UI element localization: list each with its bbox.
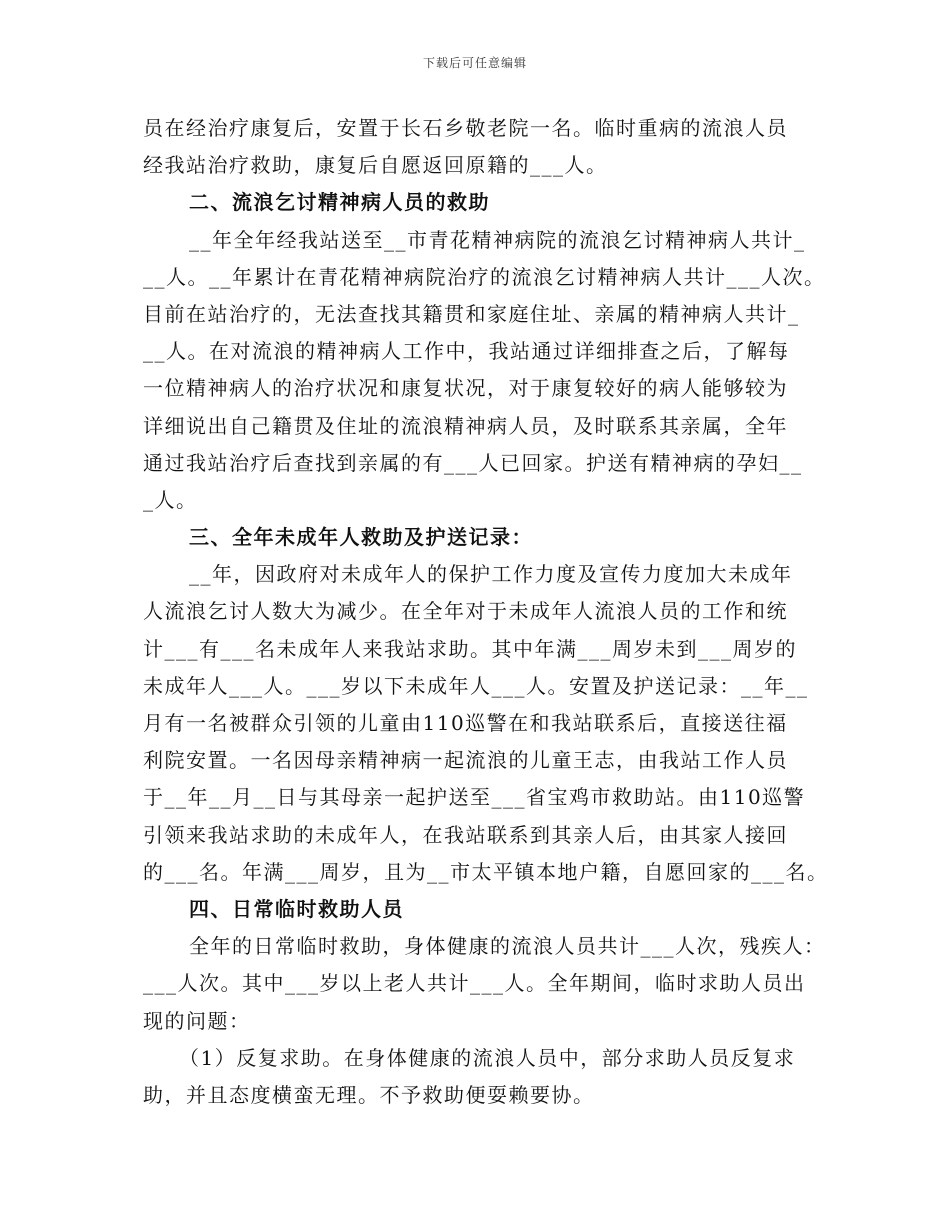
text-line: 一位精神病人的治疗状况和康复状况，对于康复较好的病人能够较为 <box>143 376 788 401</box>
text-line: 计___有___名未成年人来我站求助。其中年满___周岁未到___周岁的 <box>143 636 797 661</box>
text-line: 人流浪乞讨人数大为减少。在全年对于未成年人流浪人员的工作和统 <box>143 599 788 624</box>
text-line: 引领来我站求助的未成年人，在我站联系到其亲人后，由其家人接回 <box>143 822 788 847</box>
text-line: 经我站治疗救助，康复后自愿返回原籍的___人。 <box>143 153 608 178</box>
text-line: __年，因政府对未成年人的保护工作力度及宣传力度加大未成年 <box>189 562 793 587</box>
text-line: __人。在对流浪的精神病人工作中，我站通过详细排查之后，了解每 <box>143 339 790 364</box>
text-line: 助，并且态度横蛮无理。不予救助便耍赖要协。 <box>143 1082 595 1107</box>
text-line: 通过我站治疗后查找到亲属的有___人已回家。护送有精神病的孕妇__ <box>143 450 803 475</box>
text-line: 未成年人___人。___岁以下未成年人___人。安置及护送记录：__年__ <box>143 673 809 698</box>
text-line: （1）反复求助。在身体健康的流浪人员中，部分求助人员反复求 <box>179 1045 796 1070</box>
text-line: 全年的日常临时救助，身体健康的流浪人员共计___人次，残疾人： <box>189 934 826 959</box>
text-line: 现的问题： <box>143 1008 251 1033</box>
text-line: 详细说出自己籍贯及住址的流浪精神病人员，及时联系其亲属，全年 <box>143 413 788 438</box>
text-line: 于__年__月__日与其母亲一起护送至___省宝鸡市救助站。由110巡警 <box>143 785 806 810</box>
section-heading: 二、流浪乞讨精神病人员的救助 <box>189 190 490 215</box>
text-line: 利院安置。一名因母亲精神病一起流浪的儿童王志，由我站工作人员 <box>143 748 788 773</box>
text-line: __人。__年累计在青花精神病院治疗的流浪乞讨精神病人共计___人次。 <box>143 264 826 289</box>
text-line: __年全年经我站送至__市青花精神病院的流浪乞讨精神病人共计_ <box>189 227 806 252</box>
text-line: 目前在站治疗的，无法查找其籍贯和家庭住址、亲属的精神病人共计_ <box>143 301 800 326</box>
document-body <box>143 110 829 1114</box>
text-line: 的___名。年满___周岁，且为__市太平镇本地户籍，自愿回家的___名。 <box>143 859 829 884</box>
page-header: 下载后可任意编辑 <box>422 56 527 70</box>
section-heading: 三、全年未成年人救助及护送记录： <box>189 525 533 550</box>
text-line: ___人次。其中___岁以上老人共计___人。全年期间，临时求助人员出 <box>143 971 806 996</box>
text-line: _人。 <box>143 487 198 512</box>
text-line: 月有一名被群众引领的儿童由110巡警在和我站联系后，直接送往福 <box>143 711 788 735</box>
section-heading: 四、日常临时救助人员 <box>189 896 404 921</box>
text-line: 员在经治疗康复后，安置于长石乡敬老院一名。临时重病的流浪人员 <box>143 116 788 140</box>
